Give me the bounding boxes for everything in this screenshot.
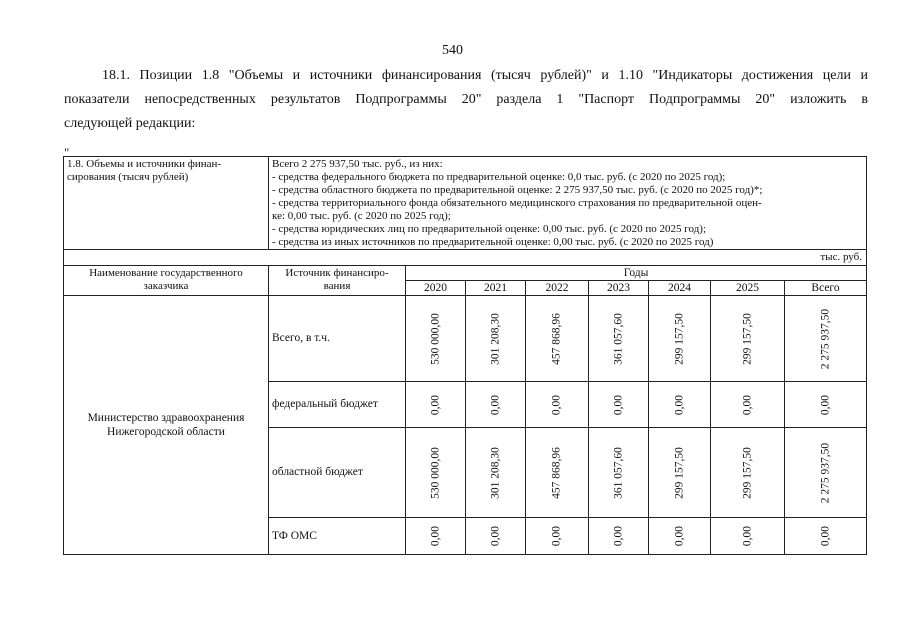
value-text: 0,00 <box>673 394 685 415</box>
value-text: 530 000,00 <box>429 446 441 499</box>
value-cell <box>589 518 649 555</box>
header-row <box>64 266 867 281</box>
year-header: 2022 <box>526 281 589 296</box>
value-text: 530 000,00 <box>429 312 441 365</box>
open-quote: " <box>64 145 70 160</box>
value-text: 0,00 <box>612 525 624 547</box>
value-cell <box>649 428 711 518</box>
customer-cell <box>64 296 269 555</box>
value-text: 361 057,60 <box>612 446 624 499</box>
value-text: 457 868,96 <box>550 446 563 499</box>
passport-text-cell <box>269 157 867 250</box>
source-cell: Всего, в т.ч. <box>269 296 406 382</box>
source-cell: ТФ ОМС <box>269 518 406 555</box>
customer-line: Нижегородской области <box>107 426 225 438</box>
value-cell <box>526 518 589 555</box>
value-cell <box>649 382 711 428</box>
value-text: 0,00 <box>612 394 624 415</box>
header-source <box>269 266 406 296</box>
value-cell <box>466 296 526 382</box>
intro-line: следующей редакции: <box>64 116 196 131</box>
header-years: Годы <box>406 266 867 281</box>
passport-label-line: сирования (тысяч рублей) <box>67 171 189 183</box>
value-text: 2 275 937,50 <box>819 308 831 369</box>
year-header: 2020 <box>406 281 466 296</box>
value-cell <box>406 428 466 518</box>
intro-paragraph <box>64 64 868 136</box>
header-customer <box>64 266 269 296</box>
value-cell <box>526 428 589 518</box>
value-text: 361 057,60 <box>612 312 624 365</box>
value-cell <box>785 382 867 428</box>
source-cell: федеральный бюджет <box>269 382 406 428</box>
passport-line: - средства областного бюджета по предварительной оценке: 2 275 937,50 тыс. руб. (с 2020 по 2025 год)*; <box>272 184 763 196</box>
value-cell <box>711 296 785 382</box>
value-cell <box>711 382 785 428</box>
value-text: 0,00 <box>819 525 831 547</box>
value-text: 0,00 <box>550 394 563 415</box>
value-text: 0,00 <box>489 525 501 547</box>
value-text: 299 157,50 <box>673 446 685 499</box>
value-text: 457 868,96 <box>550 312 563 365</box>
value-cell <box>466 518 526 555</box>
value-text: 0,00 <box>429 394 441 415</box>
passport-line: - средства юридических лиц по предварительной оценке: 0,00 тыс. руб. (с 2020 по 2025 год); <box>272 223 707 235</box>
value-cell <box>526 382 589 428</box>
value-text: 301 208,30 <box>489 312 501 365</box>
unit-row <box>64 250 867 266</box>
year-header: 2024 <box>649 281 711 296</box>
value-text: 299 157,50 <box>741 312 753 365</box>
year-header: Всего <box>785 281 867 296</box>
value-cell <box>406 382 466 428</box>
header-text: вания <box>323 280 351 292</box>
value-text: 299 157,50 <box>673 312 685 365</box>
value-text: 0,00 <box>550 525 563 547</box>
year-header: 2021 <box>466 281 526 296</box>
value-text: 299 157,50 <box>741 446 753 499</box>
source-cell: областной бюджет <box>269 428 406 518</box>
value-cell <box>711 428 785 518</box>
value-cell <box>785 296 867 382</box>
data-row-total <box>64 296 867 382</box>
value-cell <box>466 382 526 428</box>
year-header: 2023 <box>589 281 649 296</box>
page-number: 540 <box>442 43 463 58</box>
value-cell <box>589 382 649 428</box>
value-cell <box>649 518 711 555</box>
value-cell <box>785 428 867 518</box>
value-cell <box>589 296 649 382</box>
value-cell <box>406 518 466 555</box>
passport-label-cell <box>64 157 269 250</box>
passport-row <box>64 157 867 250</box>
header-text: Наименование государственного <box>89 267 243 279</box>
value-cell <box>406 296 466 382</box>
value-text: 0,00 <box>673 525 685 547</box>
value-text: 0,00 <box>741 394 753 415</box>
value-cell <box>649 296 711 382</box>
value-text: 0,00 <box>489 394 501 415</box>
passport-line: - средства территориального фонда обязательного медицинского страхования по предварительной оцен- <box>272 197 762 209</box>
year-header: 2025 <box>711 281 785 296</box>
value-cell <box>785 518 867 555</box>
value-cell <box>526 296 589 382</box>
intro-line: показатели непосредственных результатов Подпрограммы 20" раздела 1 "Паспорт Подпрограммы 20" изложить в <box>64 92 868 107</box>
financing-table <box>63 156 867 555</box>
value-text: 0,00 <box>429 525 441 547</box>
passport-label-line: 1.8. Объемы и источники финан- <box>67 158 222 170</box>
passport-line: ке: 0,00 тыс. руб. (с 2020 по 2025 год); <box>272 210 451 222</box>
passport-line: Всего 2 275 937,50 тыс. руб., из них: <box>272 158 443 170</box>
header-text: Источник финансиро- <box>285 267 389 279</box>
passport-line: - средства из иных источников по предварительной оценке: 0,00 тыс. руб. (с 2020 по 2025 год) <box>272 236 714 248</box>
value-text: 0,00 <box>741 525 753 547</box>
customer-line: Министерство здравоохранения <box>87 412 245 424</box>
value-cell <box>711 518 785 555</box>
value-text: 301 208,30 <box>489 446 501 499</box>
value-cell <box>466 428 526 518</box>
header-text: заказчика <box>143 280 189 292</box>
passport-line: - средства федерального бюджета по предварительной оценке: 0,0 тыс. руб. (с 2020 по 2025 год); <box>272 171 726 183</box>
intro-line: 18.1. Позиции 1.8 "Объемы и источники финансирования (тысяч рублей)" и 1.10 "Индикаторы достижения цели и <box>102 68 868 83</box>
unit-cell: тыс. руб. <box>64 250 867 266</box>
value-cell <box>589 428 649 518</box>
value-text: 0,00 <box>819 394 831 415</box>
value-text: 2 275 937,50 <box>819 442 831 503</box>
